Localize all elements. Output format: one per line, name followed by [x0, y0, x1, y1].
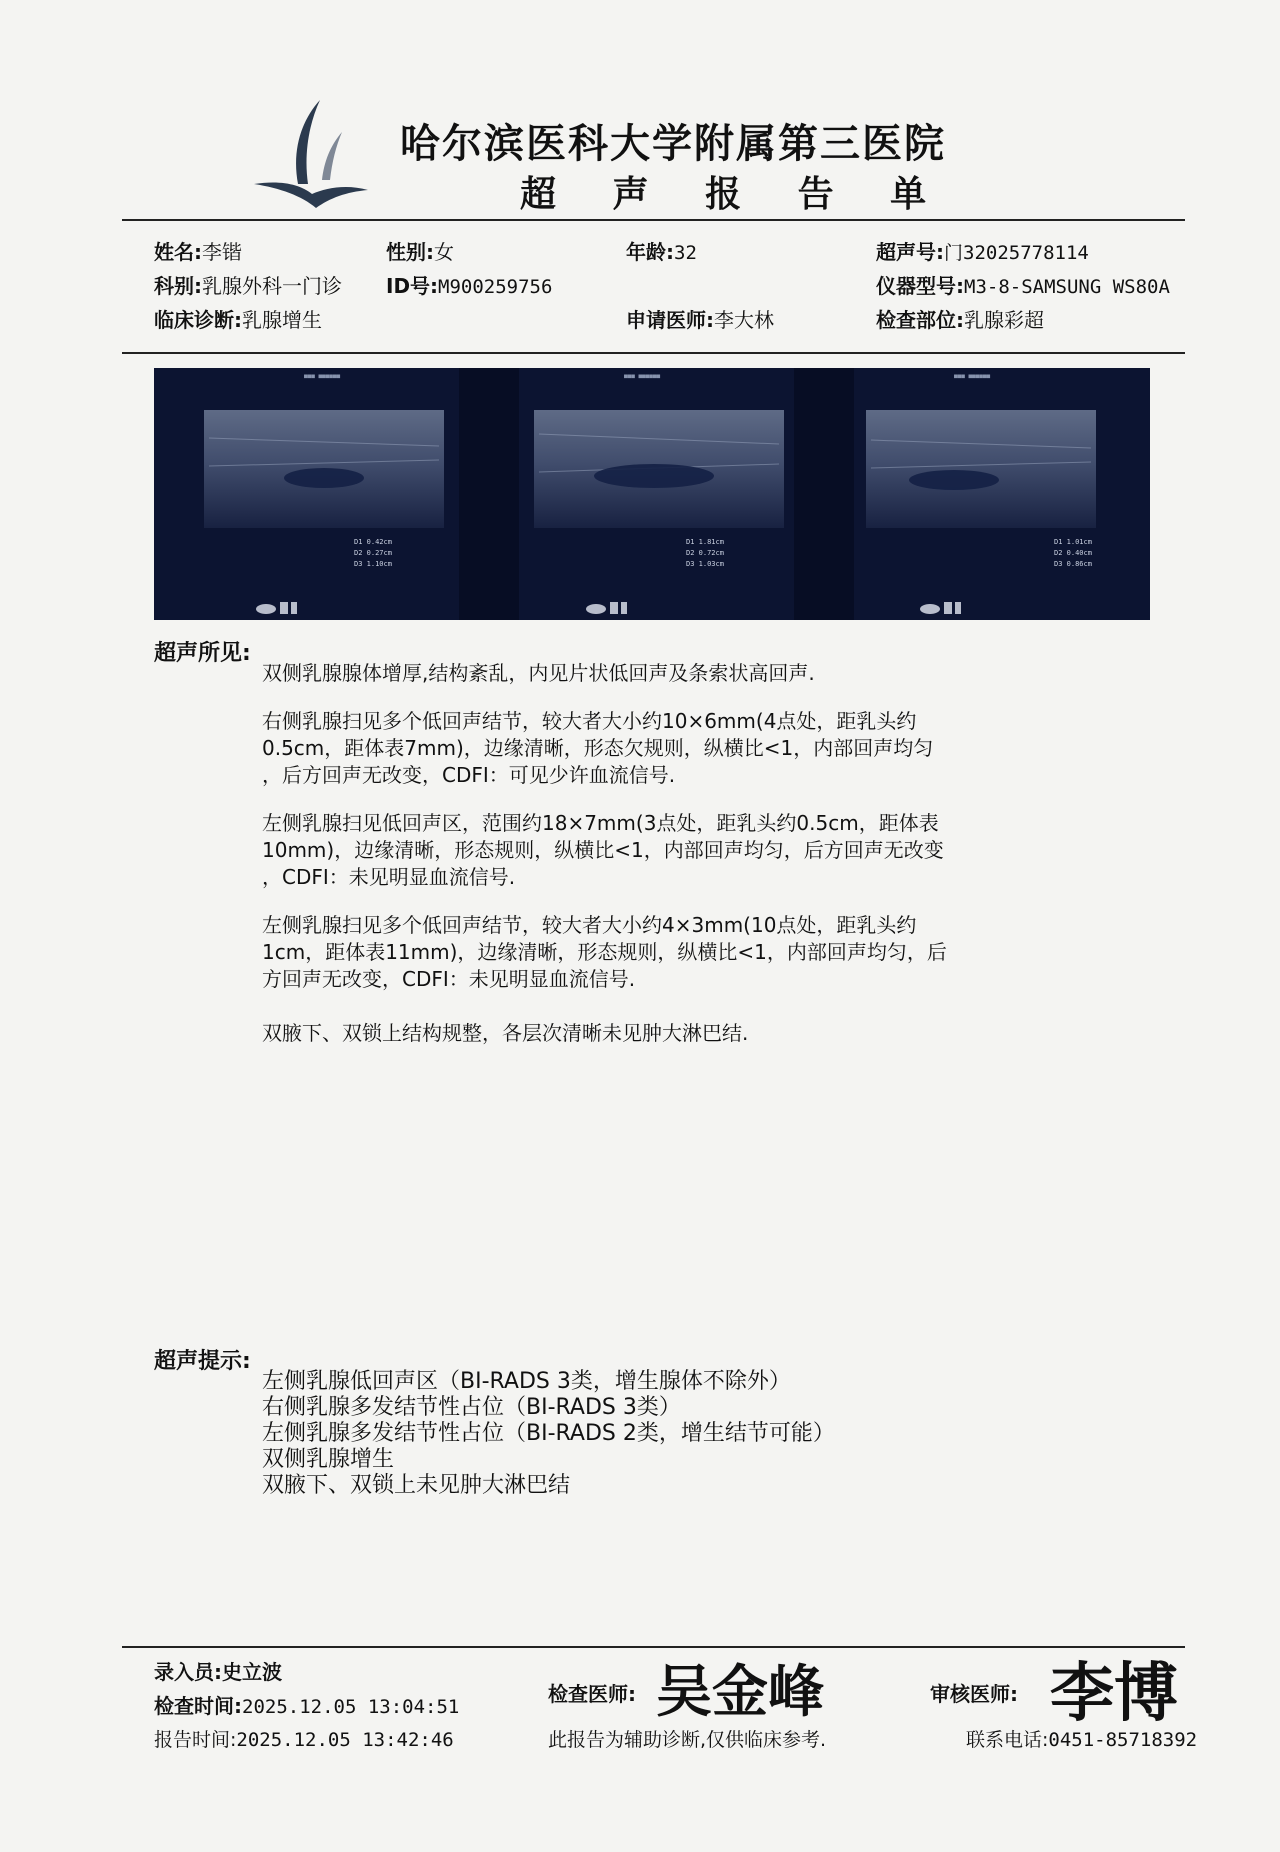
department: 科别:乳腺外科一门诊 — [154, 274, 342, 298]
patient-name: 姓名:李锴 — [154, 240, 242, 264]
exam-doctor-signature: 吴金峰 — [656, 1659, 824, 1725]
requesting-doctor: 申请医师:李大林 — [626, 308, 774, 332]
measure-1-d1: D1 0.42cm — [354, 538, 392, 546]
exam-part: 检查部位:乳腺彩超 — [876, 308, 1044, 332]
svg-text:■■■ ■■■■■■: ■■■ ■■■■■■ — [954, 373, 991, 380]
header-divider — [122, 219, 1185, 221]
findings-paragraph-2: 右侧乳腺扫见多个低回声结节，较大者大小约10×6mm(4点处，距乳头约 0.5cm，距体表7mm)，边缘清晰，形态欠规则，纵横比<1，内部回声均匀 ，后方回声无改变，CDFI：可见少许血流信号. — [262, 709, 934, 787]
findings-paragraph-4: 左侧乳腺扫见多个低回声结节，较大者大小约4×3mm(10点处，距乳头约 1cm，距体表11mm)，边缘清晰，形态规则，纵横比<1，内部回声均匀，后 方回声无改变，CDFI：未见明显血流信号. — [262, 913, 947, 991]
measure-1-d2: D2 0.27cm — [354, 549, 392, 557]
measure-2-d3: D3 1.03cm — [686, 560, 724, 568]
ultrasound-images — [154, 368, 1150, 620]
measure-3-d2: D2 0.40cm — [1054, 549, 1092, 557]
hospital-name: 哈尔滨医科大学附属第三医院 — [400, 121, 946, 167]
patient-age: 年龄:32 — [626, 240, 697, 264]
svg-text:■■■ ■■■■■■: ■■■ ■■■■■■ — [624, 373, 661, 380]
svg-text:■■■ ■■■■■■: ■■■ ■■■■■■ — [304, 373, 341, 380]
report-title: 超 声 报 告 单 — [520, 174, 949, 215]
impression-line-4: 双侧乳腺增生 — [262, 1447, 395, 1472]
impression-title: 超声提示: — [154, 1349, 251, 1374]
findings-paragraph-5: 双腋下、双锁上结构规整，各层次清晰未见肿大淋巴结. — [262, 1021, 749, 1045]
measure-1-d3: D3 1.10cm — [354, 560, 392, 568]
ultrasound-number: 超声号:门32025778114 — [876, 240, 1089, 264]
patient-id: ID号:M900259756 — [386, 274, 553, 298]
info-divider — [122, 352, 1185, 354]
contact-phone: 联系电话:0451-85718392 — [966, 1729, 1198, 1751]
review-doctor-label: 审核医师: — [930, 1682, 1018, 1706]
device-model: 仪器型号:M3-8-SAMSUNG WS80A — [876, 274, 1170, 298]
hospital-logo — [250, 92, 370, 212]
measure-2-d2: D2 0.72cm — [686, 549, 724, 557]
review-doctor-signature: 李博 — [1050, 1656, 1178, 1731]
ultrasound-image-strip — [154, 368, 1150, 620]
clinical-diagnosis: 临床诊断:乳腺增生 — [154, 308, 322, 332]
exam-doctor-label: 检查医师: — [548, 1682, 636, 1706]
footer-divider — [122, 1646, 1185, 1648]
impression-line-3: 左侧乳腺多发结节性占位（BI-RADS 2类，增生结节可能） — [262, 1421, 835, 1446]
findings-paragraph-3: 左侧乳腺扫见低回声区，范围约18×7mm(3点处，距乳头约0.5cm，距体表 10mm)，边缘清晰，形态规则，纵横比<1，内部回声均匀，后方回声无改变 ，CDFI：未见明显血流信号. — [262, 811, 944, 889]
measure-3-d1: D1 1.01cm — [1054, 538, 1092, 546]
findings-paragraph-1: 双侧乳腺腺体增厚,结构紊乱，内见片状低回声及条索状高回声. — [262, 661, 815, 685]
patient-sex: 性别:女 — [386, 240, 454, 264]
disclaimer: 此报告为辅助诊断,仅供临床参考. — [548, 1729, 827, 1751]
findings-title: 超声所见: — [154, 641, 251, 666]
report-time: 报告时间:2025.12.05 13:42:46 — [154, 1729, 454, 1751]
impression-line-2: 右侧乳腺多发结节性占位（BI-RADS 3类） — [262, 1395, 681, 1420]
recorder: 录入员:史立波 — [154, 1660, 282, 1684]
measure-3-d3: D3 0.86cm — [1054, 560, 1092, 568]
exam-time: 检查时间:2025.12.05 13:04:51 — [154, 1694, 460, 1718]
measure-2-d1: D1 1.81cm — [686, 538, 724, 546]
impression-line-1: 左侧乳腺低回声区（BI-RADS 3类，增生腺体不除外） — [262, 1369, 791, 1394]
impression-line-5: 双腋下、双锁上未见肿大淋巴结 — [262, 1473, 571, 1498]
